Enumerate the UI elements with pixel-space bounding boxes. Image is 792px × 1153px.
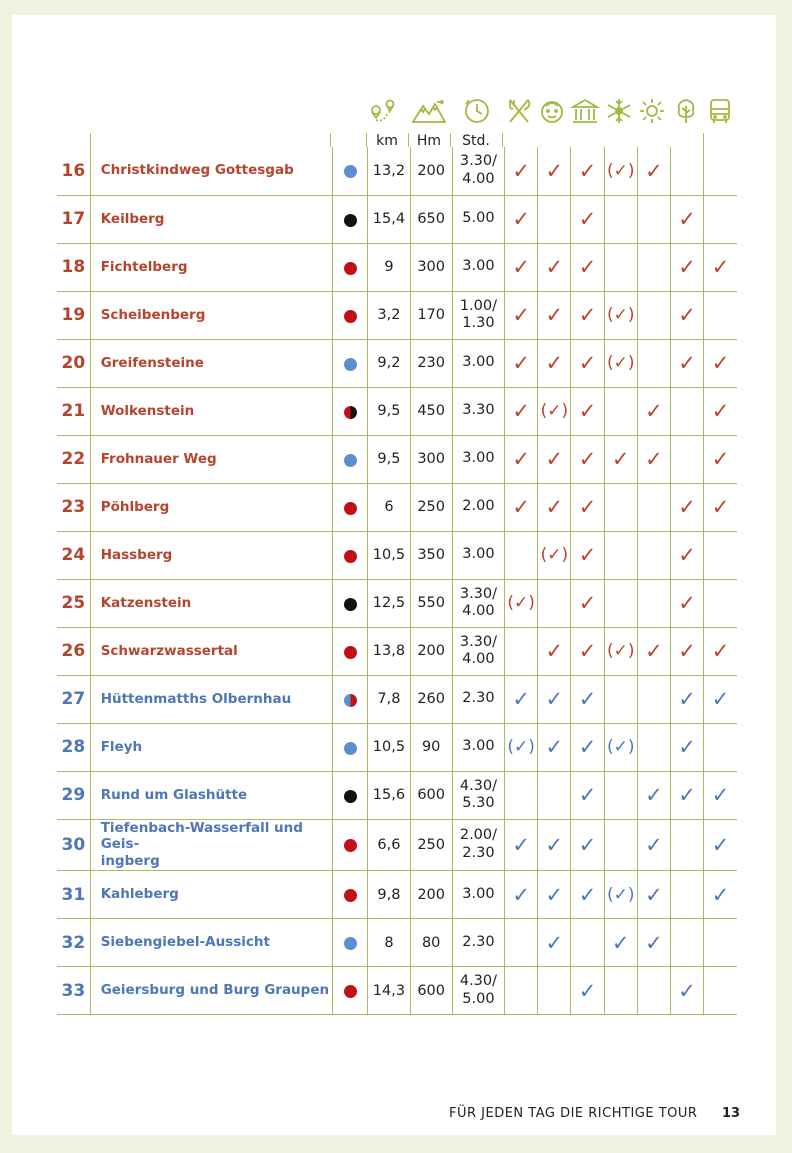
feature-check xyxy=(671,435,704,483)
fork-knife-icon xyxy=(504,96,534,126)
tour-number: 21 xyxy=(57,387,90,435)
elevation-hm: 350 xyxy=(410,531,452,579)
feature-check: ✓ xyxy=(571,723,604,771)
elevation-hm: 450 xyxy=(410,387,452,435)
elevation-hm: 300 xyxy=(410,435,452,483)
difficulty-cell xyxy=(333,195,368,243)
tour-row xyxy=(57,339,737,387)
mountain-elevation-icon xyxy=(411,96,447,126)
feature-check xyxy=(604,675,637,723)
difficulty-cell xyxy=(333,531,368,579)
tour-name: Fleyh xyxy=(90,723,332,771)
feature-check: ✓ xyxy=(637,819,670,871)
distance-km: 15,6 xyxy=(368,771,410,819)
duration-std: 3.00 xyxy=(452,243,504,291)
feature-check: ✓ xyxy=(505,819,538,871)
feature-check: (✓) xyxy=(604,627,637,675)
difficulty-dot-icon xyxy=(344,310,357,323)
feature-check: ✓ xyxy=(505,871,538,919)
difficulty-dot-icon xyxy=(344,502,357,515)
feature-check xyxy=(505,919,538,967)
feature-check: ✓ xyxy=(505,483,538,531)
tour-number: 26 xyxy=(57,627,90,675)
feature-check xyxy=(538,967,571,1015)
header-rule xyxy=(502,133,503,147)
distance-km: 14,3 xyxy=(368,967,410,1015)
difficulty-dot-icon xyxy=(344,839,357,852)
tour-row xyxy=(57,531,737,579)
feature-check: ✓ xyxy=(571,579,604,627)
feature-check xyxy=(637,579,670,627)
duration-std: 3.00 xyxy=(452,871,504,919)
duration-std: 3.30/ 4.00 xyxy=(452,579,504,627)
tour-row xyxy=(57,675,737,723)
feature-check xyxy=(637,723,670,771)
header-rule xyxy=(90,133,91,147)
page-number: 13 xyxy=(722,1106,741,1121)
distance-km: 15,4 xyxy=(368,195,410,243)
tour-row xyxy=(57,627,737,675)
difficulty-dot-icon xyxy=(344,550,357,563)
feature-check: (✓) xyxy=(538,387,571,435)
feature-check xyxy=(671,387,704,435)
feature-check xyxy=(505,771,538,819)
feature-check: ✓ xyxy=(571,291,604,339)
feature-check: ✓ xyxy=(637,435,670,483)
feature-check xyxy=(637,243,670,291)
feature-check: ✓ xyxy=(571,147,604,195)
distance-km: 10,5 xyxy=(368,531,410,579)
tour-row xyxy=(57,967,737,1015)
feature-check: ✓ xyxy=(538,627,571,675)
feature-check: ✓ xyxy=(704,339,737,387)
tour-name: Frohnauer Weg xyxy=(90,435,332,483)
feature-check: ✓ xyxy=(637,627,670,675)
feature-check xyxy=(637,967,670,1015)
feature-check xyxy=(704,291,737,339)
tour-row xyxy=(57,195,737,243)
difficulty-cell xyxy=(333,819,368,871)
feature-check: ✓ xyxy=(704,675,737,723)
tour-number: 20 xyxy=(57,339,90,387)
feature-check: ✓ xyxy=(704,243,737,291)
difficulty-dot-icon xyxy=(344,742,357,755)
difficulty-dot-icon xyxy=(344,937,357,950)
tour-row xyxy=(57,147,737,195)
feature-check xyxy=(704,147,737,195)
tour-name: Greifensteine xyxy=(90,339,332,387)
tour-name: Fichtelberg xyxy=(90,243,332,291)
tour-number: 22 xyxy=(57,435,90,483)
tour-number: 17 xyxy=(57,195,90,243)
difficulty-cell xyxy=(333,871,368,919)
feature-check: ✓ xyxy=(671,291,704,339)
tour-number: 24 xyxy=(57,531,90,579)
sun-icon xyxy=(637,96,667,126)
feature-check xyxy=(604,579,637,627)
feature-check: (✓) xyxy=(604,871,637,919)
feature-check xyxy=(637,675,670,723)
tour-name: Siebengiebel-Aussicht xyxy=(90,919,332,967)
tour-number: 31 xyxy=(57,871,90,919)
elevation-hm: 200 xyxy=(410,627,452,675)
elevation-hm: 200 xyxy=(410,871,452,919)
tour-number: 18 xyxy=(57,243,90,291)
elevation-hm: 600 xyxy=(410,771,452,819)
difficulty-cell xyxy=(333,483,368,531)
feature-check: ✓ xyxy=(637,387,670,435)
tour-name: Katzenstein xyxy=(90,579,332,627)
elevation-hm: 260 xyxy=(410,675,452,723)
feature-check: (✓) xyxy=(505,723,538,771)
difficulty-cell xyxy=(333,723,368,771)
feature-check: ✓ xyxy=(704,871,737,919)
duration-std: 4.30/ 5.30 xyxy=(452,771,504,819)
feature-check xyxy=(671,819,704,871)
feature-check: ✓ xyxy=(505,195,538,243)
feature-check xyxy=(505,627,538,675)
feature-check: ✓ xyxy=(571,871,604,919)
difficulty-dot-icon xyxy=(344,985,357,998)
tour-name: Christkindweg Gottesgab xyxy=(90,147,332,195)
feature-check: ✓ xyxy=(538,675,571,723)
feature-check xyxy=(538,579,571,627)
distance-km: 12,5 xyxy=(368,579,410,627)
feature-check xyxy=(604,195,637,243)
tour-row xyxy=(57,243,737,291)
feature-check xyxy=(704,967,737,1015)
distance-km: 13,8 xyxy=(368,627,410,675)
duration-std: 2.30 xyxy=(452,919,504,967)
feature-check xyxy=(604,967,637,1015)
feature-check: ✓ xyxy=(704,819,737,871)
museum-icon xyxy=(570,96,600,126)
feature-check: ✓ xyxy=(671,723,704,771)
feature-check xyxy=(538,195,571,243)
feature-check xyxy=(604,819,637,871)
tour-number: 23 xyxy=(57,483,90,531)
feature-check: ✓ xyxy=(505,387,538,435)
unit-hm: Hm xyxy=(416,133,442,149)
feature-check xyxy=(604,531,637,579)
feature-check: ✓ xyxy=(671,531,704,579)
distance-km: 9,5 xyxy=(368,387,410,435)
feature-check: (✓) xyxy=(604,723,637,771)
feature-check: ✓ xyxy=(571,627,604,675)
feature-check: ✓ xyxy=(571,483,604,531)
difficulty-cell xyxy=(333,243,368,291)
feature-check: ✓ xyxy=(571,387,604,435)
distance-km: 6 xyxy=(368,483,410,531)
feature-check: ✓ xyxy=(571,339,604,387)
feature-check xyxy=(704,919,737,967)
feature-check: ✓ xyxy=(704,387,737,435)
feature-check: ✓ xyxy=(538,919,571,967)
difficulty-dot-icon xyxy=(344,165,357,178)
duration-std: 3.30/ 4.00 xyxy=(452,147,504,195)
feature-check xyxy=(604,771,637,819)
distance-km: 9,5 xyxy=(368,435,410,483)
feature-check: ✓ xyxy=(671,675,704,723)
feature-check: ✓ xyxy=(704,771,737,819)
difficulty-cell xyxy=(333,675,368,723)
feature-check: ✓ xyxy=(704,435,737,483)
difficulty-cell xyxy=(333,967,368,1015)
tour-name: Hüttenmatths Olbernhau xyxy=(90,675,332,723)
tour-row xyxy=(57,819,737,871)
duration-std: 3.00 xyxy=(452,339,504,387)
feature-check: ✓ xyxy=(538,243,571,291)
difficulty-dot-icon xyxy=(344,358,357,371)
feature-check: ✓ xyxy=(505,435,538,483)
elevation-hm: 200 xyxy=(410,147,452,195)
tour-row xyxy=(57,579,737,627)
tour-name: Rund um Glashütte xyxy=(90,771,332,819)
feature-check xyxy=(604,483,637,531)
difficulty-dot-icon xyxy=(344,694,357,707)
feature-check: ✓ xyxy=(671,627,704,675)
feature-check: ✓ xyxy=(538,483,571,531)
feature-check: ✓ xyxy=(637,919,670,967)
feature-check: ✓ xyxy=(571,675,604,723)
elevation-hm: 250 xyxy=(410,483,452,531)
feature-check: ✓ xyxy=(671,967,704,1015)
tour-name: Pöhlberg xyxy=(90,483,332,531)
elevation-hm: 600 xyxy=(410,967,452,1015)
distance-km: 10,5 xyxy=(368,723,410,771)
header-icon-row xyxy=(0,0,792,130)
duration-std: 3.00 xyxy=(452,723,504,771)
feature-check: (✓) xyxy=(538,531,571,579)
feature-check xyxy=(604,387,637,435)
distance-km: 9,2 xyxy=(368,339,410,387)
difficulty-dot-icon xyxy=(344,406,357,419)
feature-check: (✓) xyxy=(604,339,637,387)
duration-std: 3.00 xyxy=(452,435,504,483)
elevation-hm: 170 xyxy=(410,291,452,339)
feature-check xyxy=(637,531,670,579)
duration-std: 1.00/ 1.30 xyxy=(452,291,504,339)
feature-check: ✓ xyxy=(571,243,604,291)
feature-check: ✓ xyxy=(505,147,538,195)
feature-check: ✓ xyxy=(704,483,737,531)
feature-check: ✓ xyxy=(671,243,704,291)
feature-check: ✓ xyxy=(637,147,670,195)
feature-check: ✓ xyxy=(571,195,604,243)
difficulty-cell xyxy=(333,435,368,483)
distance-km: 6,6 xyxy=(368,819,410,871)
feature-check: ✓ xyxy=(538,291,571,339)
distance-km: 13,2 xyxy=(368,147,410,195)
difficulty-cell xyxy=(333,147,368,195)
tour-name: Schwarzwassertal xyxy=(90,627,332,675)
elevation-hm: 90 xyxy=(410,723,452,771)
feature-check xyxy=(637,339,670,387)
feature-check: (✓) xyxy=(505,579,538,627)
distance-km: 7,8 xyxy=(368,675,410,723)
feature-check: ✓ xyxy=(671,579,704,627)
feature-check xyxy=(637,195,670,243)
feature-check xyxy=(637,291,670,339)
tour-table xyxy=(57,147,737,1015)
difficulty-dot-icon xyxy=(344,454,357,467)
duration-std: 4.30/ 5.00 xyxy=(452,967,504,1015)
tour-number: 16 xyxy=(57,147,90,195)
tour-row xyxy=(57,871,737,919)
tour-number: 29 xyxy=(57,771,90,819)
map-pin-route-icon xyxy=(368,96,398,126)
feature-check: ✓ xyxy=(571,967,604,1015)
distance-km: 9,8 xyxy=(368,871,410,919)
difficulty-dot-icon xyxy=(344,598,357,611)
tour-row xyxy=(57,387,737,435)
feature-check: ✓ xyxy=(538,339,571,387)
unit-km: km xyxy=(376,133,398,149)
difficulty-dot-icon xyxy=(344,262,357,275)
difficulty-dot-icon xyxy=(344,646,357,659)
feature-check: ✓ xyxy=(637,871,670,919)
feature-check xyxy=(604,243,637,291)
duration-std: 2.00 xyxy=(452,483,504,531)
duration-std: 3.30 xyxy=(452,387,504,435)
feature-check: ✓ xyxy=(538,819,571,871)
feature-check: ✓ xyxy=(505,291,538,339)
feature-check xyxy=(704,579,737,627)
feature-check: ✓ xyxy=(571,771,604,819)
feature-check: (✓) xyxy=(604,147,637,195)
feature-check: ✓ xyxy=(671,483,704,531)
duration-std: 3.00 xyxy=(452,531,504,579)
difficulty-dot-icon xyxy=(344,889,357,902)
elevation-hm: 230 xyxy=(410,339,452,387)
feature-check xyxy=(671,919,704,967)
difficulty-cell xyxy=(333,387,368,435)
tour-number: 32 xyxy=(57,919,90,967)
duration-std: 5.00 xyxy=(452,195,504,243)
tour-row xyxy=(57,291,737,339)
tour-number: 28 xyxy=(57,723,90,771)
feature-check: (✓) xyxy=(604,291,637,339)
feature-check xyxy=(505,967,538,1015)
feature-check: ✓ xyxy=(505,339,538,387)
tour-number: 19 xyxy=(57,291,90,339)
feature-check: ✓ xyxy=(538,871,571,919)
feature-check: ✓ xyxy=(671,195,704,243)
tour-number: 25 xyxy=(57,579,90,627)
tour-number: 33 xyxy=(57,967,90,1015)
feature-check xyxy=(671,871,704,919)
feature-check xyxy=(538,771,571,819)
distance-km: 9 xyxy=(368,243,410,291)
feature-check: ✓ xyxy=(704,627,737,675)
tour-row xyxy=(57,435,737,483)
duration-std: 2.30 xyxy=(452,675,504,723)
feature-check xyxy=(505,531,538,579)
feature-check: ✓ xyxy=(671,339,704,387)
tour-row xyxy=(57,919,737,967)
difficulty-dot-icon xyxy=(344,790,357,803)
tree-icon xyxy=(671,96,701,126)
tour-number: 30 xyxy=(57,819,90,871)
tour-name: Wolkenstein xyxy=(90,387,332,435)
feature-check: ✓ xyxy=(538,723,571,771)
clock-duration-icon xyxy=(462,96,492,126)
duration-std: 2.00/ 2.30 xyxy=(452,819,504,871)
feature-check: ✓ xyxy=(637,771,670,819)
feature-check: ✓ xyxy=(505,243,538,291)
feature-check xyxy=(704,723,737,771)
child-face-icon xyxy=(537,96,567,126)
header-rule xyxy=(703,133,704,147)
feature-check xyxy=(671,147,704,195)
tour-row xyxy=(57,771,737,819)
difficulty-cell xyxy=(333,627,368,675)
tour-row xyxy=(57,723,737,771)
tour-name: Geiersburg und Burg Graupen xyxy=(90,967,332,1015)
elevation-hm: 250 xyxy=(410,819,452,871)
tour-number: 27 xyxy=(57,675,90,723)
running-footer: FÜR JEDEN TAG DIE RICHTIGE TOUR xyxy=(449,1106,698,1121)
distance-km: 8 xyxy=(368,919,410,967)
elevation-hm: 550 xyxy=(410,579,452,627)
snowflake-icon xyxy=(604,96,634,126)
difficulty-cell xyxy=(333,339,368,387)
tour-name: Scheibenberg xyxy=(90,291,332,339)
tour-row xyxy=(57,483,737,531)
feature-check xyxy=(637,483,670,531)
elevation-hm: 300 xyxy=(410,243,452,291)
feature-check: ✓ xyxy=(571,435,604,483)
feature-check: ✓ xyxy=(604,435,637,483)
tour-name: Kahleberg xyxy=(90,871,332,919)
difficulty-cell xyxy=(333,579,368,627)
feature-check xyxy=(704,195,737,243)
header-rule xyxy=(330,133,331,147)
feature-check xyxy=(704,531,737,579)
difficulty-dot-icon xyxy=(344,214,357,227)
duration-std: 3.30/ 4.00 xyxy=(452,627,504,675)
bus-icon xyxy=(705,96,735,126)
difficulty-cell xyxy=(333,771,368,819)
difficulty-cell xyxy=(333,919,368,967)
feature-check: ✓ xyxy=(571,819,604,871)
elevation-hm: 80 xyxy=(410,919,452,967)
feature-check: ✓ xyxy=(505,675,538,723)
tour-name: Hassberg xyxy=(90,531,332,579)
tour-name: Tiefenbach-Wasserfall und Geis- ingberg xyxy=(90,819,332,871)
feature-check: ✓ xyxy=(571,531,604,579)
elevation-hm: 650 xyxy=(410,195,452,243)
feature-check: ✓ xyxy=(538,435,571,483)
feature-check: ✓ xyxy=(671,771,704,819)
feature-check: ✓ xyxy=(604,919,637,967)
difficulty-cell xyxy=(333,291,368,339)
feature-check xyxy=(571,919,604,967)
distance-km: 3,2 xyxy=(368,291,410,339)
feature-check: ✓ xyxy=(538,147,571,195)
tour-name: Keilberg xyxy=(90,195,332,243)
unit-std: Std. xyxy=(462,133,490,149)
